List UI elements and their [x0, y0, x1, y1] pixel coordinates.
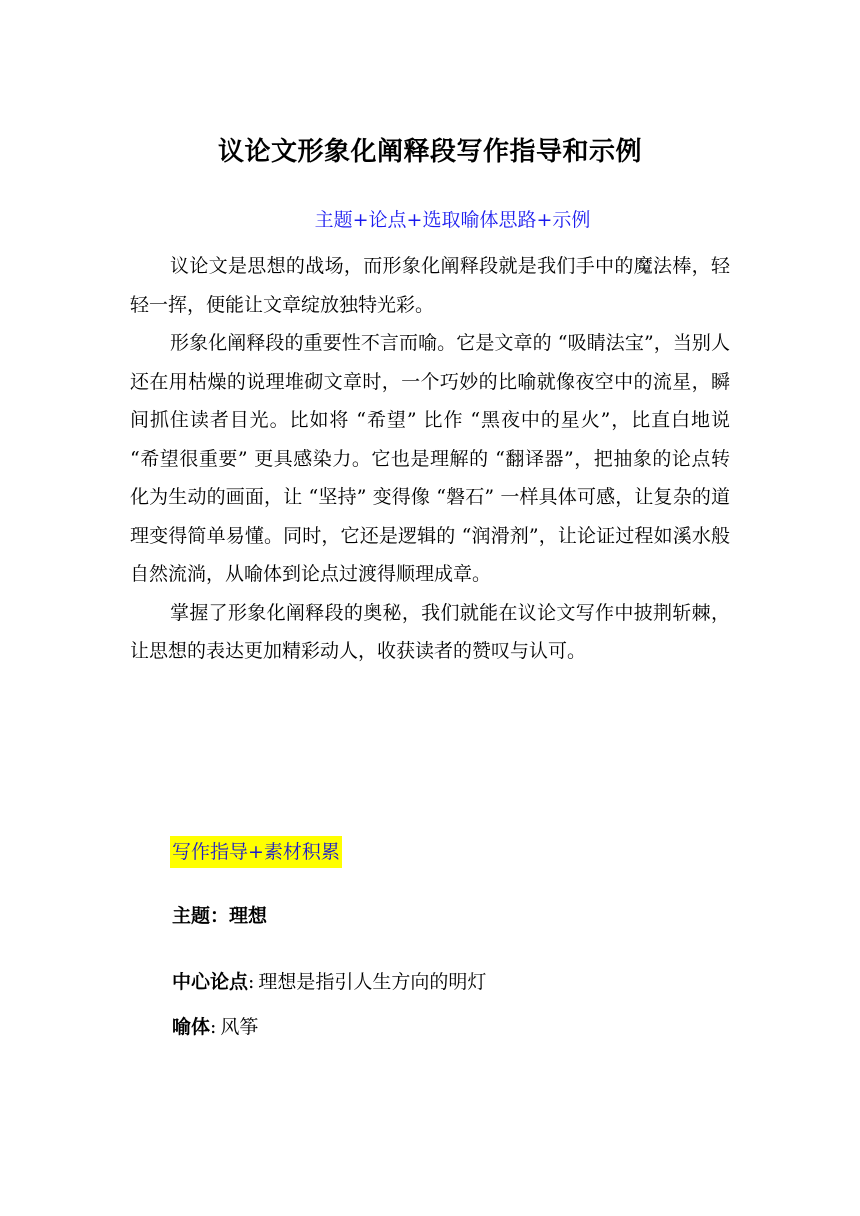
- thesis-separator: :: [248, 971, 255, 993]
- theme-value: 理想: [229, 905, 268, 927]
- document-subtitle: 主题+论点+选取喻体思路+示例: [314, 209, 591, 231]
- paragraph-3: 掌握了形象化阐释段的奥秘，我们就能在议论文写作中披荆斩棘，让思想的表达更加精彩动人，收获读者的赞叹与认可。: [130, 601, 730, 662]
- vehicle-separator: :: [210, 1016, 217, 1038]
- theme-line: [172, 900, 267, 932]
- paragraph-2: 形象化阐释段的重要性不言而喻。它是文章的 “吸睛法宝”，当别人还在用枯燥的说理堆砌文章时，一个巧妙的比喻就像夜空中的流星，瞬间抓住读者目光。比如将 “希望” 比作 “黑夜中的星火”，比直白地说 “希望很重要” 更具感染力。它也是理解的 “翻译器”，把抽象的论点转化为生动的画面，让 “坚持” 变得像 “磐石” 一样具体可感，让复杂的道理变得简单易懂。同时，它还是逻辑的 “润滑剂”，让论证过程如溪水般自然流淌，从喻体到论点过渡得顺理成章。: [130, 332, 730, 585]
- vehicle-line: [172, 1011, 258, 1043]
- document-title: 议论文形象化阐释段写作指导和示例: [217, 137, 642, 167]
- paragraph-1: 议论文是思想的战场，而形象化阐释段就是我们手中的魔法棒，轻轻一挥，便能让文章绽放独特光彩。: [130, 255, 730, 316]
- theme-label: 主题：: [172, 905, 230, 927]
- section-heading-highlighted: 写作指导+素材积累: [170, 836, 342, 868]
- vehicle-value: 风筝: [220, 1016, 259, 1038]
- intro-body: [130, 247, 730, 671]
- thesis-value: 理想是指引人生方向的明灯: [258, 971, 487, 993]
- thesis-line: [172, 966, 486, 998]
- vehicle-label: 喻体: [172, 1016, 211, 1038]
- thesis-label: 中心论点: [172, 971, 249, 993]
